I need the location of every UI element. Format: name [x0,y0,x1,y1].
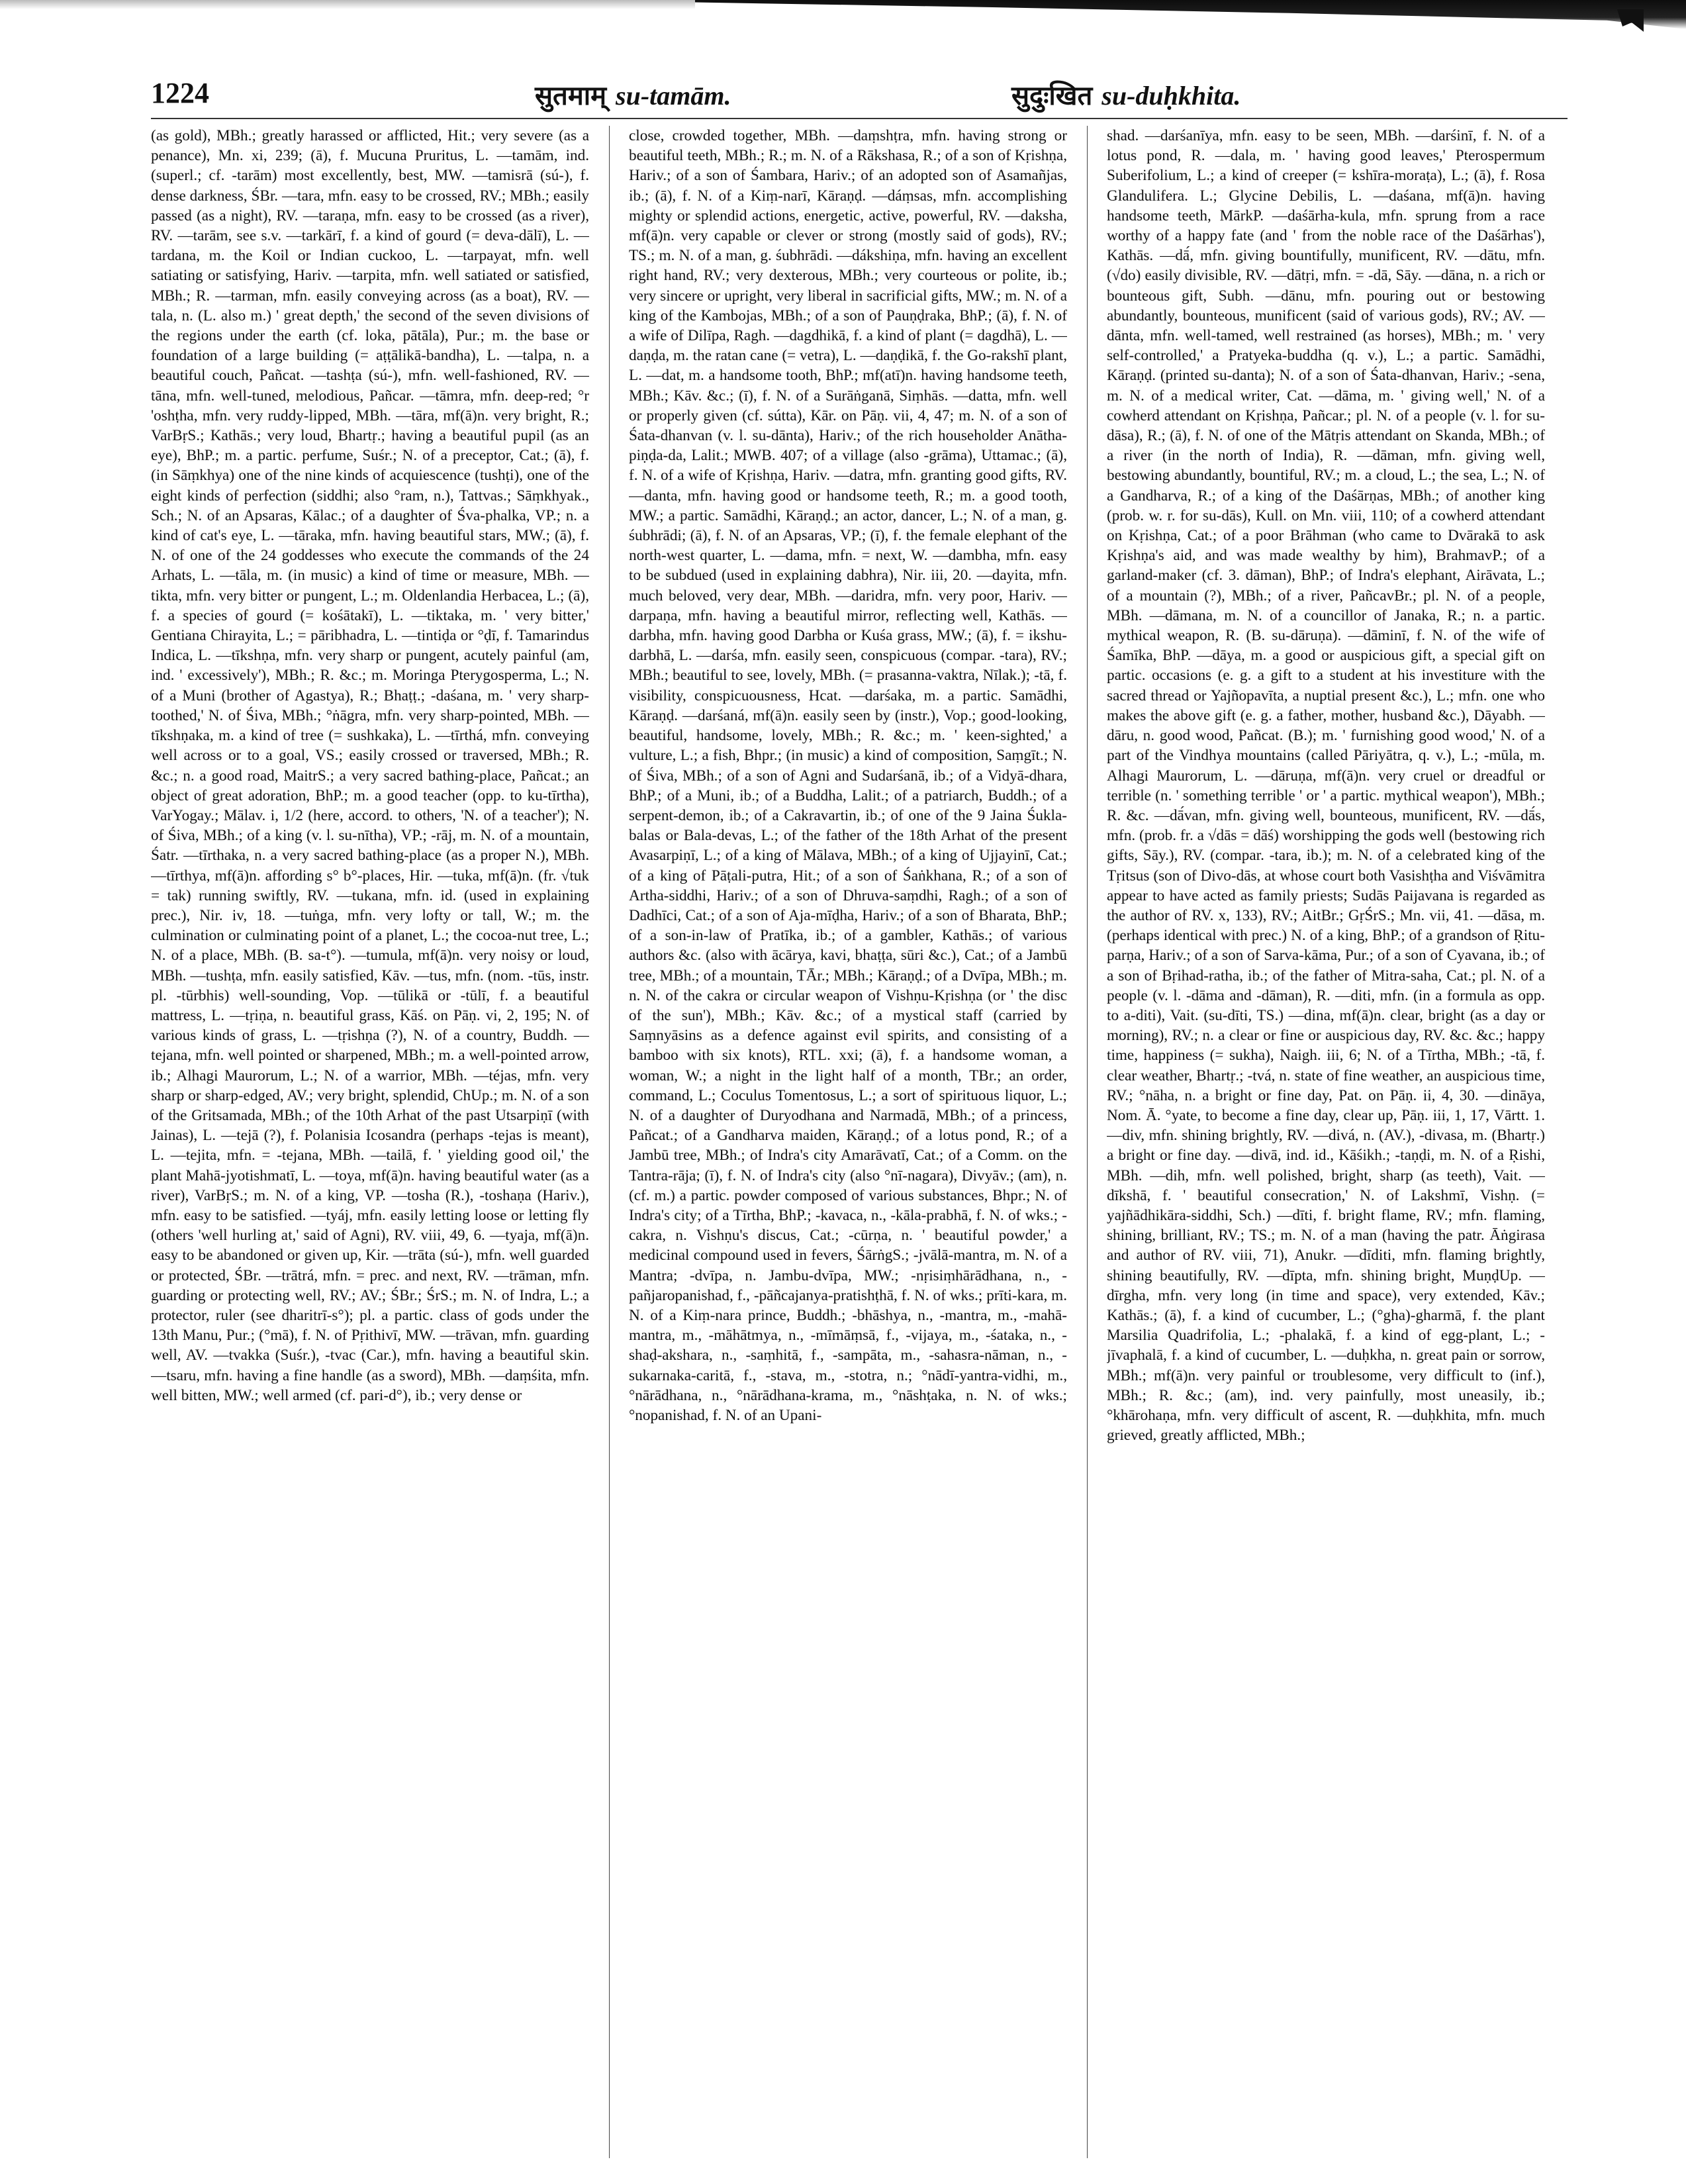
header-left-devanagari: सुतमाम् [535,81,607,111]
header-right-guideword [1011,76,1241,113]
dictionary-columns [151,126,1568,2158]
page-number: 1224 [151,77,209,109]
header-rule [151,118,1568,119]
page-header [151,76,1568,116]
header-right-devanagari: सुदुःखित [1011,81,1093,111]
column-divider [1087,126,1088,2158]
scan-shadow-left [0,0,695,9]
column-divider [609,126,610,2158]
header-right-roman: su-duḥkhita. [1101,81,1241,111]
header-left-guideword [535,76,731,113]
header-left-roman: su-tamām. [616,81,731,111]
corner-mark-icon [1617,9,1644,32]
column-3: shad. —darśanīya, mfn. easy to be seen, MBh. —darśinī, f. N. of a lotus pond, R. —dala, m. ' having good leaves,' Pterospermum Suberifolium, L.; a kind of creeper (= kshīra-moraṭa), L.; (ā), f. Rosa Glandulifera. L.; Glycine Debilis, L. —daśana, mf(ā)n. having handsome teeth, MārkP. —daśārha-kula, mfn. sprung from a race worthy of a happy fate (and ' from the noble race of the Daśārhas'), Kathās. —dā́, mfn. giving bountifully, munificent, RV. —dātu, mfn. (√do) easily divisible, RV. —dātṛi, mfn. = -dā, Sāy. —dāna, n. a rich or bounteous gift, Subh. —dānu, mfn. pouring out or bestowing abundantly, bounteous, munificent (said of various gods), RV.; AV. —dānta, mfn. well-tamed, well restrained (as horses), MBh.; m. ' very self-controlled,' a Pratyeka-buddha (q. v.), L.; a partic. Samādhi, Kāraṇḍ. (printed su-danta); N. of a son of Śata-dhanvan, Hariv.; -sena, m. N. of a medical writer, Cat. —dāma, m. ' giving well,' N. of a cowherd attendant on Kṛishṇa, Pañcar.; pl. N. of a people (v. l. for su-dāsa), R.; (ā), f. N. of one of the Mātṛis attendant on Skanda, MBh.; of a river (in the north of India), R. —dāman, mfn. giving well, bestowing abundantly, bountiful, RV.; m. a cloud, L.; the sea, L.; N. of a Gandharva, R.; of a king of the Daśārṇas, MBh.; of another king (prob. w. r. for su-dās), Kull. on Mn. viii, 110; of a cowherd attendant on Kṛishṇa, Cat.; of a poor Brāhman (who came to Dvārakā to ask Kṛishṇa's aid, and was made wealthy by him), BrahmavP.; of a garland-maker (cf. 3. dāman), BhP.; of Indra's elephant, Airāvata, L.; of a mountain (?), MBh.; of a river, PañcavBr.; pl. N. of a people, MBh. —dāmana, m. N. of a councillor of Janaka, R.; n. a partic. mythical weapon, R. (B. su-dāruṇa). —dāminī, f. N. of the wife of Śamīka, BhP. —dāya, m. a good or auspicious gift, a special gift on partic. occasions (e. g. a gift to a student at his investiture with the sacred thread or Yajñopavīta, a nuptial present &c.), L.; mfn. one who makes the above gift (e. g. a father, mother, husband &c.), Dāyabh. —dāru, n. good wood, Pañcat. (B.); m. ' furnishing good wood,' N. of a part of the Vindhya mountains (called Pāriyātra, q. v.), L.; -mūla, m. Alhagi Maurorum, L. —dāruṇa, mf(ā)n. very cruel or dreadful or terrible (n. ' something terrible ' or ' a partic. mythical weapon'), MBh.; R. &c. —dā́van, mfn. giving well, bounteous, munificent, RV. —dā́s, mfn. (prob. fr. a √dās = dāś) worshipping the gods well (bestowing rich gifts, Sāy.), RV. (compar. -tara, ib.); m. N. of a celebrated king of the Tṛitsus (son of Divo-dās, at whose court both Vasishṭha and Viśvāmitra appear to have acted as family priests; Sudās Paijavana is regarded as the author of RV. x, 133), RV.; AitBr.; GṛŚrS.; Mn. vii, 41. —dāsa, m. (perhaps identical with prec.) N. of a king, BhP.; of a grandson of Ṛitu-parṇa, Hariv.; of a son of Sarva-kāma, Pur.; of a son of Cyavana, ib.; of a son of Bṛihad-ratha, ib.; of the father of Mitra-saha, Cat.; pl. N. of a people (v. l. -dāma and -dāman), R. —diti, mfn. (in a formula as opp. to a-diti), Vait. (su-dīti, TS.) —dina, mf(ā)n. clear, bright (as a day or morning), RV.; n. a clear or fine or auspicious day, RV. &c. &c.; happy time, happiness (= sukha), Naigh. iii, 6; N. of a Tīrtha, MBh.; -tā, f. clear weather, Bhartṛ.; -tvá, n. state of fine weather, an auspicious time, RV.; °nāha, n. a bright or fine day, Pat. on Pāṇ. ii, 4, 30. —dināya, Nom. Ā. °yate, to become a fine day, clear up, Pāṇ. iii, 1, 17, Vārtt. 1. —div, mfn. shining brightly, RV. —divá, n. (AV.), -divasa, m. (Bhartṛ.) a bright or fine day. —divā, ind. id., Kāśikh.; -taṇḍi, m. N. of a Ṛishi, MBh. —dih, mfn. well polished, bright, sharp (as teeth), Vait. —dīkshā, f. ' beautiful consecration,' N. of Lakshmī, Vishṇ. (= yajñādhikāra-siddhi, Sch.) —dīti, f. bright flame, RV.; mfn. flaming, shining, brilliant, RV.; TS.; m. N. of a man (having the patr. Āṅgirasa and author of RV. viii, 71), Anukr. —dīditi, mfn. flaming brightly, shining beautifully, RV. —dīpta, mfn. shining bright, MuṇḍUp. —dīrgha, mfn. very long (in time and space), very extended, Kāv.; Kathās.; (ā), f. a kind of cucumber, L.; (°gha)-gharmā, f. the plant Marsilia Quadrifolia, L.; -phalakā, f. a kind of egg-plant, L.; -jīvaphalā, f. a kind of cucumber, L. —duḥkha, n. great pain or sorrow, MBh.; mf(ā)n. very painful or troublesome, very difficult to (inf.), MBh.; R. &c.; (am), ind. very painfully, most uneasily, ib.; °khārohaṇa, mfn. very difficult of ascent, R. —duḥkhita, mfn. much grieved, greatly afflicted, MBh.; [1107,127,1545,1445]
scan-shadow-top [695,0,1686,29]
column-1: (as gold), MBh.; greatly harassed or afflicted, Hit.; very severe (as a penance), Mn. xi, 239; (ā), f. Mucuna Pruritus, L. —tamām, ind. (superl.; cf. -tarām) most excellently, best, MW. —tamisrā (sú-), f. dense darkness, ŚBr. —tara, mfn. easy to be crossed, RV.; MBh.; easily passed (as a night), RV. —taraṇa, mfn. easy to be crossed (as a river), RV. —tarām, see s.v. —tarkārī, f. a kind of gourd (= deva-dālī), L. —tardana, m. the Koil or Indian cuckoo, L. —tarpayat, mfn. well satiating or satisfying, Hariv. —tarpita, mfn. well satiated or satisfied, MBh.; R. —tarman, mfn. easily conveying across (as a boat), RV. —tala, n. (L. also m.) ' great depth,' the second of the seven divisions of the regions under the earth (cf. loka, pātāla), Pur.; m. the base or foundation of a large building (= aṭṭālikā-bandha), L. —talpa, n. a beautiful couch, Pañcat. —tashṭa (sú-), mfn. well-fashioned, RV. —tāna, mfn. well-tuned, melodious, Pañcar. —tāmra, mfn. deep-red; °r 'oshṭha, mfn. very ruddy-lipped, MBh. —tāra, mf(ā)n. very bright, R.; VarBṛS.; Kathās.; very loud, Bhartṛ.; having a beautiful pupil (as an eye), BhP.; m. a partic. perfume, Suśr.; N. of a preceptor, Cat.; (ā), f. (in Sāṃkhya) one of the nine kinds of acquiescence (tushṭi), one of the eight kinds of perfection (siddhi; also °ram, n.), Tattvas.; Sāṃkhyak., Sch.; N. of an Apsaras, Kālac.; of a daughter of Śva-phalka, VP.; n. a kind of cat's eye, L. —tāraka, mfn. having beautiful stars, MW.; (ā), f. N. of one of the 24 goddesses who execute the commands of the 24 Arhats, L. —tāla, m. (in music) a kind of time or measure, MBh. —tikta, mfn. very bitter or pungent, L.; m. Oldenlandia Herbacea, L.; (ā), f. a species of gourd (= kośātakī), L. —tiktaka, m. ' very bitter,' Gentiana Chirayita, L.; = pāribhadra, L. —tintiḍa or °ḍī, f. Tamarindus Indica, L. —tīkshṇa, mfn. very sharp or pungent, acutely painful (am, ind. ' excessively'), MBh.; R. &c.; m. Moringa Pterygosperma, L.; N. of a Muni (brother of Agastya), R.; Bhaṭṭ.; -daśana, m. ' very sharp-toothed,' N. of Śiva, MBh.; °ṅāgra, mfn. very sharp-pointed, MBh. —tīkshṇaka, m. a kind of tree (= sushkaka), L. —tīrthá, mfn. conveying well across or to a goal, VS.; easily crossed or traversed, MBh.; R. &c.; n. a good road, MaitrS.; a very sacred bathing-place, Pañcat.; an object of great adoration, BhP.; m. a good teacher (opp. to ku-tīrtha), VarYogay.; Mālav. i, 1/2 (here, accord. to others, 'N. of a teacher'); N. of Śiva, MBh.; of a king (v. l. su-nītha), VP.; -rāj, m. N. of a mountain, Śatr. —tīrthaka, n. a very sacred bathing-place (as a proper N.), MBh. —tīrthya, mf(ā)n. affording s° b°-places, Hir. —tuka, mf(ā)n. (fr. √tuk = tak) running swiftly, RV. —tukana, mfn. id. (used in explaining prec.), Nir. iv, 18. —tuṅga, mfn. very lofty or tall, W.; m. the culmination or culminating point of a planet, L.; the cocoa-nut tree, L.; N. of a place, MBh. (B. sa-t°). —tumula, mf(ā)n. very noisy or loud, MBh. —tushṭa, mfn. easily satisfied, Kāv. —tus, mfn. (nom. -tūs, instr. pl. -tūrbhis) well-sounding, Vop. —tūlikā or -tūlī, f. a beautiful mattress, L. —tṛiṇa, n. beautiful grass, Kāś. on Pāṇ. vi, 2, 195; N. of various kinds of grass, L. —tṛishṇa (?), N. of a country, Buddh. —tejana, mfn. well pointed or sharpened, MBh.; m. a well-pointed arrow, ib.; Alhagi Maurorum, L.; N. of a warrior, MBh. —téjas, mfn. very sharp or sharp-edged, AV.; very bright, splendid, ChUp.; m. N. of a son of the Gritsamada, MBh.; of the 10th Arhat of the past Utsarpiṇī (with Jainas), L. —tejā (?), f. Polanisia Icosandra (perhaps -tejas is meant), L. —tejita, mfn. = -tejana, MBh. —tailā, f. ' yielding good oil,' the plant Mahā-jyotishmatī, L. —toya, mf(ā)n. having beautiful water (as a river), VarBṛS.; m. N. of a king, VP. —tosha (R.), -toshaṇa (Hariv.), mfn. easy to be satisfied. —tyáj, mfn. easily letting loose or letting fly (others 'well hurling at,' said of Agni), RV. viii, 49, 6. —tyaja, mf(ā)n. easy to be abandoned or given up, Kir. —trāta (sú-), mfn. well guarded or protected, ŚBr. —trātrá, mfn. = prec. and next, RV. —trāman, mfn. guarding or protecting well, RV.; AV.; ŚBr.; ŚrS.; m. N. of Indra, L.; a protector, ruler (see dharitrī-s°); pl. a partic. class of gods under the 13th Manu, Pur.; (°mā), f. N. of Pṛithivī, MW. —trāvan, mfn. guarding well, AV. —tvakka (Suśr.), -tvac (Car.), mfn. having a beautiful skin. —tsaru, mfn. having a fine handle (as a sword), MBh. —daṃśita, mfn. well bitten, MW.; well armed (cf. pari-d°), ib.; very dense or [151,127,589,1404]
column-2: close, crowded together, MBh. —daṃshṭra, mfn. having strong or beautiful teeth, MBh.; R.; m. N. of a Rākshasa, R.; of a son of Kṛishṇa, Hariv.; of a son of Śambara, Hariv.; of an adopted son of Asamañjas, ib.; (ā), f. N. of a Kiṃ-narī, Kāraṇḍ. —dáṃsas, mfn. accomplishing mighty or splendid actions, energetic, active, powerful, RV. —daksha, mf(ā)n. very capable or clever or strong (mostly said of gods), RV.; TS.; m. N. of a man, g. śubhrādi. —dákshiṇa, mfn. having an excellent right hand, RV.; very dexterous, MBh.; very courteous or polite, ib.; very sincere or upright, very liberal in sacrificial gifts, MW.; m. N. of a king of the Kambojas, MBh.; of a son of Pauṇḍraka, BhP.; (ā), f. N. of a wife of Dilīpa, Ragh. —dagdhikā, f. a kind of plant (= dagdhā), L. —daṇḍa, m. the ratan cane (= vetra), L. —daṇḍikā, f. the Go-rakshī plant, L. —dat, m. a handsome tooth, BhP.; mf(atī)n. having handsome teeth, MBh.; Kāv. &c.; (ī), f. N. of a Surāṅganā, Siṃhās. —datta, mfn. well or properly given (cf. sútta), Kār. on Pāṇ. vii, 4, 47; m. N. of a son of Śata-dhanvan (v. l. su-dānta), Hariv.; of the rich householder Anātha-piṇḍa-da, Lalit.; MWB. 407; of a village (also -grāma), Uttamac.; (ā), f. N. of a wife of Kṛishṇa, Hariv. —datra, mfn. granting good gifts, RV. —danta, mfn. having good or handsome teeth, R.; m. a good tooth, MW.; a partic. Samādhi, Kāraṇḍ.; an actor, dancer, L.; N. of a man, g. śubhrādi; (ā), f. N. of an Apsaras, VP.; (ī), f. the female elephant of the north-west quarter, L. —dama, mfn. = next, W. —dambha, mfn. easy to be subdued (used in explaining dabhra), Nir. iii, 20. —dayita, mfn. much beloved, very dear, MBh. —daridra, mfn. very poor, Hariv. —darpaṇa, mfn. having a beautiful mirror, reflecting well, Kathās. —darbha, mfn. having good Darbha or Kuśa grass, MW.; (ā), f. = ikshu-darbhā, L. —darśa, mfn. easily seen, conspicuous (compar. -tara), RV.; MBh.; beautiful to see, lovely, MBh. (= prasanna-vaktra, Nīlak.); -tā, f. visibility, conspicuousness, Hcat. —darśaka, m. a partic. Samādhi, Kāraṇḍ. —darśaná, mf(ā)n. easily seen by (instr.), Vop.; good-looking, beautiful, handsome, lovely, MBh.; R. &c.; m. ' keen-sighted,' a vulture, L.; a fish, Bhpr.; (in music) a kind of composition, Saṃgīt.; N. of Śiva, MBh.; of a son of Agni and Sudarśanā, ib.; of a Vidyā-dhara, BhP.; of a Muni, ib.; of a Buddha, Lalit.; of a patriarch, Buddh.; of a serpent-demon, ib.; of a Cakravartin, ib.; of one of the 9 Jaina Śukla-balas or Bala-devas, L.; of the father of the 18th Arhat of the present Avasarpiṇī, L.; of a king of Mālava, MBh.; of a king of Ujjayinī, Cat.; of a king of Pāṭali-putra, Hit.; of a son of Śaṅkhana, R.; of a son of Artha-siddhi, Hariv.; of a son of Dhruva-saṃdhi, Ragh.; of a son of Dadhīci, Cat.; of a son of Aja-mīḍha, Hariv.; of a son of Bharata, BhP.; of a son-in-law of Pratīka, ib.; of a gambler, Kathās.; of various authors &c. (also with ācārya, kavi, bhaṭṭa, sūri &c.), Cat.; of a Jambū tree, MBh.; of a mountain, TĀr.; MBh.; Kāraṇḍ.; of a Dvīpa, MBh.; m. n. N. of the cakra or circular weapon of Vishṇu-Kṛishṇa (or ' the disc of the sun'), MBh.; Kāv. &c.; of a mystical staff (carried by Saṃnyāsins as a defence against evil spirits, and consisting of a bamboo with six knots), RTL. xxi; (ā), f. a handsome woman, a woman, W.; a night in the light half of a month, TBr.; an order, command, L.; Coculus Tomentosus, L.; a sort of spirituous liquor, L.; N. of a daughter of Duryodhana and Narmadā, MBh.; of a princess, Pañcat.; of a Gandharva maiden, Kāraṇḍ.; of a lotus pond, R.; of a Jambū tree, MBh.; of Indra's city Amarāvatī, Cat.; of a Comm. on the Tantra-rāja; (ī), f. N. of Indra's city (also °nī-nagara), Divyāv.; (am), n. (cf. m.) a partic. powder composed of various substances, Bhpr.; N. of Indra's city; of a Tīrtha, BhP.; -kavaca, n., -kāla-prabhā, f. N. of wks.; -cakra, n. Vishṇu's discus, Cat.; -cūrṇa, n. ' beautiful powder,' a medicinal compound used in fevers, ŚārṅgS.; -jvālā-mantra, m. N. of a Mantra; -dvīpa, n. Jambu-dvīpa, MW.; -nṛisiṃhārādhana, n., -pañjaropanishad, f., -pāñcajanya-pratishṭhā, f. N. of wks.; prīti-kara, m. N. of a Kiṃ-nara prince, Buddh.; -bhāshya, n., -mantra, m., -mahā-mantra, m., -māhātmya, n., -mīmāṃsā, f., -vijaya, m., -śataka, n., -shaḍ-akshara, n., -saṃhitā, f., -sampāta, m., -sahasra-nāman, n., -sukarnaka-caritā, f., -stava, m., -stotra, n.; °nādī-yantra-vidhi, m., °nārādhana, n., °nārādhana-krama, m., °nāshṭaka, n. N. of wks.; °nopanishad, f. N. of an Upani- [629,127,1067,1424]
